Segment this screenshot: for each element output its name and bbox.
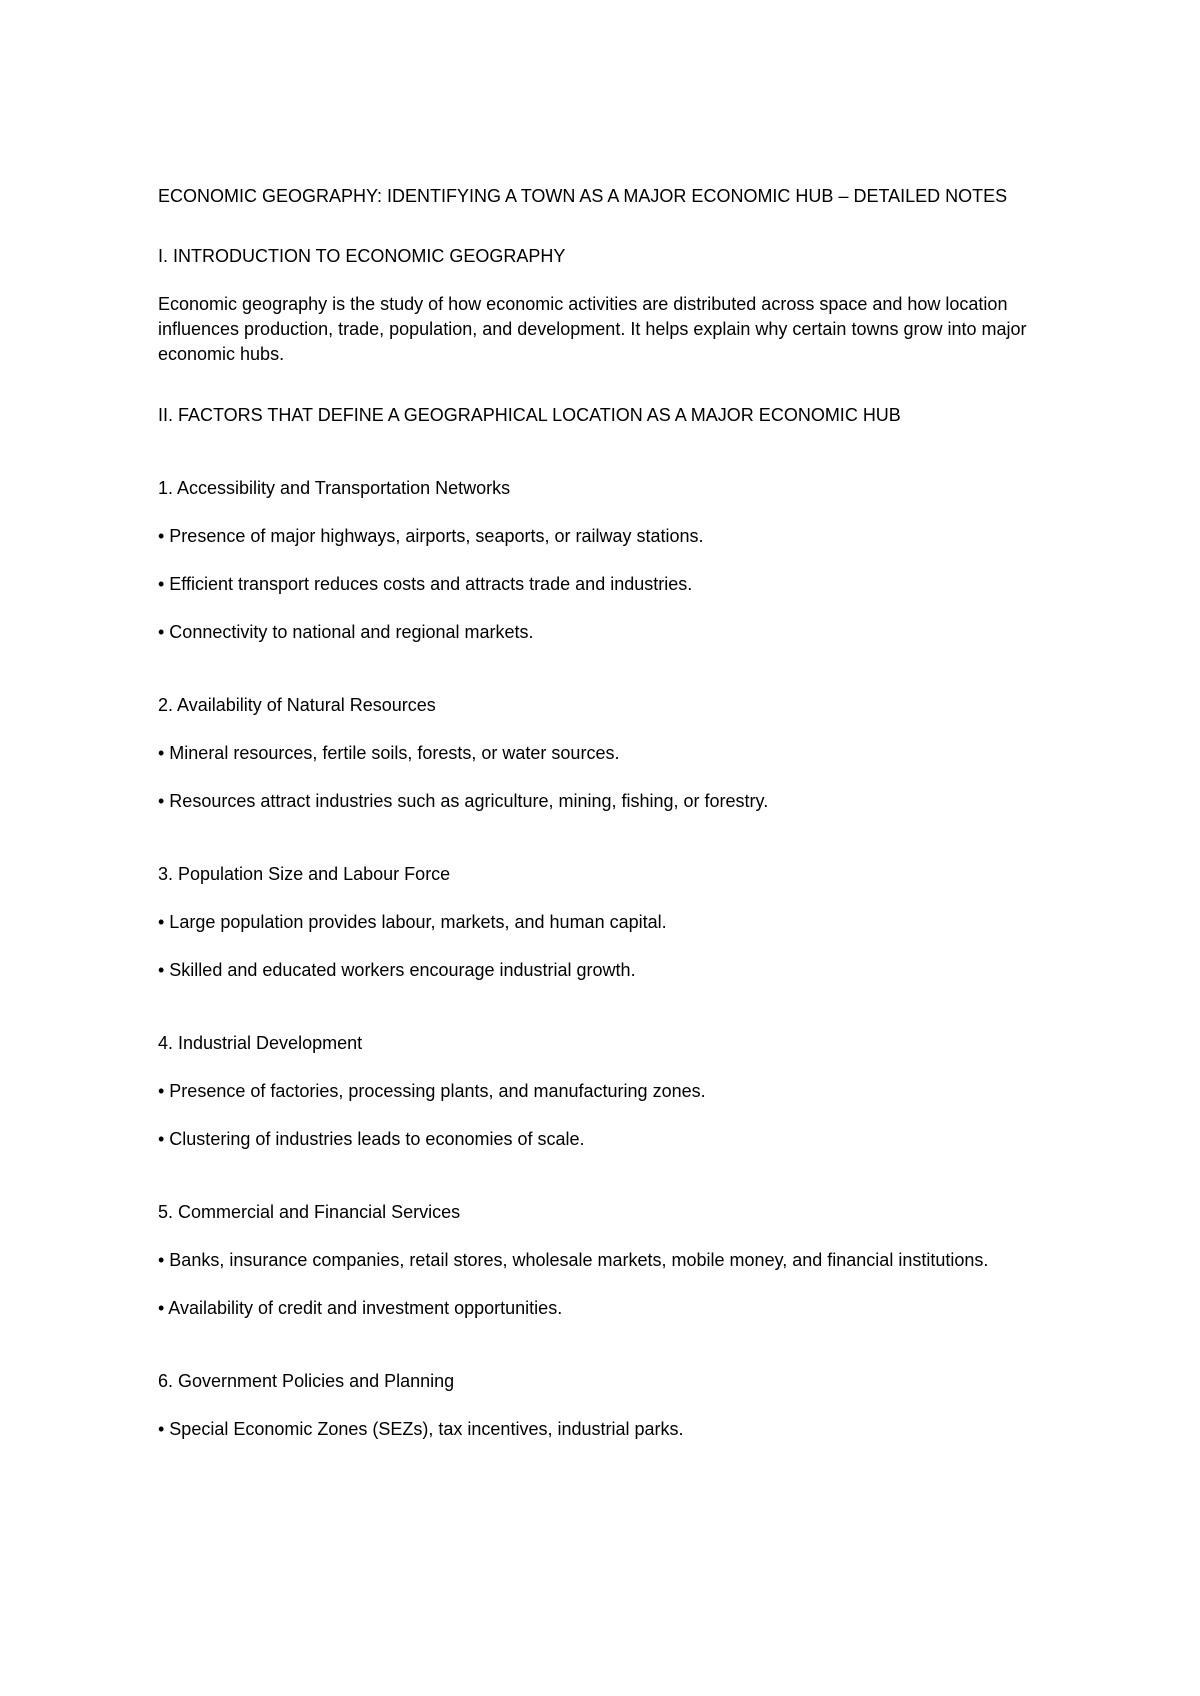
factor-title: 3. Population Size and Labour Force	[158, 864, 451, 884]
document-title: ECONOMIC GEOGRAPHY: IDENTIFYING A TOWN AS A MAJOR ECONOMIC HUB – DETAILED NOTES	[158, 186, 1008, 206]
factor-industrial-development	[158, 1031, 1058, 1152]
introduction-paragraph: Economic geography is the study of how economic activities are distributed across space and how location influences production, trade, population, and development. It helps explain why certain towns grow into major economic hubs.	[158, 294, 1027, 364]
factor-title: 1. Accessibility and Transportation Networks	[158, 478, 511, 498]
factor-commercial-financial	[158, 1200, 1058, 1321]
bullet-item: • Resources attract industries such as agriculture, mining, fishing, or forestry.	[158, 791, 769, 811]
bullet-item: • Availability of credit and investment opportunities.	[158, 1298, 563, 1318]
factor-title: 6. Government Policies and Planning	[158, 1371, 455, 1391]
factor-title: 4. Industrial Development	[158, 1033, 363, 1053]
document-page	[158, 184, 1058, 1490]
section-heading-factors: II. FACTORS THAT DEFINE A GEOGRAPHICAL LOCATION AS A MAJOR ECONOMIC HUB	[158, 405, 901, 425]
bullet-item: • Mineral resources, fertile soils, forests, or water sources.	[158, 743, 620, 763]
bullet-item: • Connectivity to national and regional markets.	[158, 622, 534, 642]
bullet-item: • Skilled and educated workers encourage industrial growth.	[158, 960, 636, 980]
bullet-item: • Large population provides labour, markets, and human capital.	[158, 912, 667, 932]
bullet-item: • Efficient transport reduces costs and attracts trade and industries.	[158, 574, 693, 594]
factor-population	[158, 862, 1058, 983]
bullet-item: • Presence of major highways, airports, seaports, or railway stations.	[158, 526, 704, 546]
bullet-item: • Presence of factories, processing plants, and manufacturing zones.	[158, 1081, 706, 1101]
bullet-item: • Banks, insurance companies, retail stores, wholesale markets, mobile money, and financial institutions.	[158, 1250, 989, 1270]
factor-government-policies	[158, 1369, 1058, 1442]
bullet-item: • Clustering of industries leads to economies of scale.	[158, 1129, 585, 1149]
section-heading-introduction: I. INTRODUCTION TO ECONOMIC GEOGRAPHY	[158, 246, 566, 266]
factor-accessibility	[158, 476, 1058, 645]
factor-title: 5. Commercial and Financial Services	[158, 1202, 461, 1222]
bullet-item: • Special Economic Zones (SEZs), tax incentives, industrial parks.	[158, 1419, 684, 1439]
factor-natural-resources	[158, 693, 1058, 814]
factor-title: 2. Availability of Natural Resources	[158, 695, 436, 715]
